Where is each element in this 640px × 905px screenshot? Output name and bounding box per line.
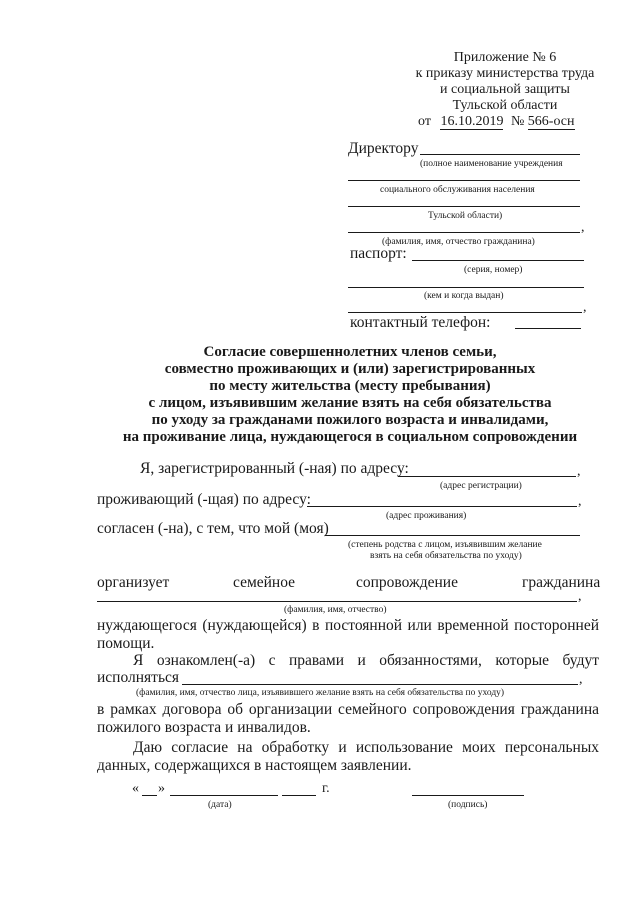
hint-issued: (кем и когда выдан) [424,291,504,301]
passport-label: паспорт: [350,245,407,262]
org-word-3: сопровождение [356,574,458,591]
comma-a: , [577,464,581,479]
hint-date: (дата) [208,800,232,810]
appendix-order: к приказу министерства труда [415,66,595,81]
quote-open: « [132,781,139,796]
hint-fio-citizen: (фамилия, имя, отчество) [284,605,387,615]
appendix-date: 16.10.2019 [440,114,504,129]
phone-label: контактный телефон: [350,314,491,331]
fio-field[interactable] [348,232,580,233]
living-text: проживающий (-щая) по адресу: [97,491,311,508]
appendix-order-number: 566-осн [527,114,575,129]
kinship-field[interactable] [325,535,580,536]
comma-d: , [579,672,583,687]
director-label: Директору [348,140,419,157]
executor-field[interactable] [182,684,578,685]
institution-field-line2[interactable] [348,206,580,207]
hint-institution: (полное наименование учреждения [420,159,563,169]
quote-close: » [158,781,165,796]
hint-social: социального обслуживания населения [380,185,535,195]
familiar-paragraph: Я ознакомлен(-а) с правами и обязанностями, которые будут [133,652,599,669]
registration-address-field[interactable] [398,476,576,477]
title-line-5: по уходу за гражданами пожилого возраста и инвалидами, [151,412,549,428]
day-field[interactable] [142,795,157,796]
title-line-6: на проживание лица, нуждающегося в социальном сопровождении [122,429,578,445]
document-title [90,344,610,446]
title-line-1: Согласие совершеннолетних членов семьи, [203,344,497,360]
hint-fio: (фамилия, имя, отчество гражданина) [382,237,535,247]
hint-fio-executor: (фамилия, имя, отчество лица, изъявившего желание взять на себя обязательства по уходу) [136,688,505,698]
title-line-2: совместно проживающих и (или) зарегистрированных [164,361,536,377]
org-word-2: семейное [233,574,296,591]
appendix-date-line [418,114,575,130]
signature-field[interactable] [412,795,524,796]
appendix-number-sign: № [510,114,525,129]
living-address-field[interactable] [307,506,577,507]
appendix-number: Приложение № 6 [453,50,557,65]
passport-field[interactable] [412,260,584,261]
month-field[interactable] [170,795,278,796]
comma-fio: , [581,220,585,235]
appendix-from: от [418,114,431,129]
needing-paragraph: нуждающегося (нуждающейся) в постоянной или временной посторонней помощи. [97,617,599,652]
org-word-1: организует [97,574,170,591]
appendix-ministry: и социальной защиты [440,82,570,97]
appendix-region: Тульской области [452,98,558,113]
passport-issued-field-2[interactable] [348,312,582,313]
comma-b: , [578,494,582,509]
registered-text: Я, зарегистрированный (-ная) по адресу: [140,460,409,477]
phone-field[interactable] [515,328,581,329]
citizen-fio-field[interactable] [97,601,577,602]
org-word-4: гражданина [522,574,601,591]
hint-living: (адрес проживания) [386,511,467,521]
passport-issued-field[interactable] [348,287,584,288]
comma-issued: , [583,300,587,315]
year-suffix: г. [322,781,330,796]
agree-text: согласен (-на), с тем, что мой (моя) [97,520,329,537]
hint-signature: (подпись) [448,800,488,810]
director-field[interactable] [420,154,580,155]
title-line-3: по месту жительства (месту пребывания) [209,378,491,394]
hint-registration: (адрес регистрации) [440,481,522,491]
comma-c: , [578,589,582,604]
title-line-4: с лицом, изъявившим желание взять на себя обязательства [148,395,552,411]
hint-region: Тульской области) [428,211,503,221]
year-field[interactable] [282,795,316,796]
hint-series: (серия, номер) [464,265,523,275]
institution-field-line1[interactable] [348,180,580,181]
executor-text: исполняться [97,669,180,686]
hint-kinship-1: (степень родства с лицом, изъявившим желание [348,540,542,550]
within-paragraph: в рамках договора об организации семейного сопровождения гражданина пожилого возраста и инвалидов. [97,701,599,736]
consent-paragraph: Даю согласие на обработку и использование моих персональных данных, содержащихся в настоящем заявлении. [97,739,599,774]
hint-kinship-2: взять на себя обязательства по уходу) [370,551,522,561]
